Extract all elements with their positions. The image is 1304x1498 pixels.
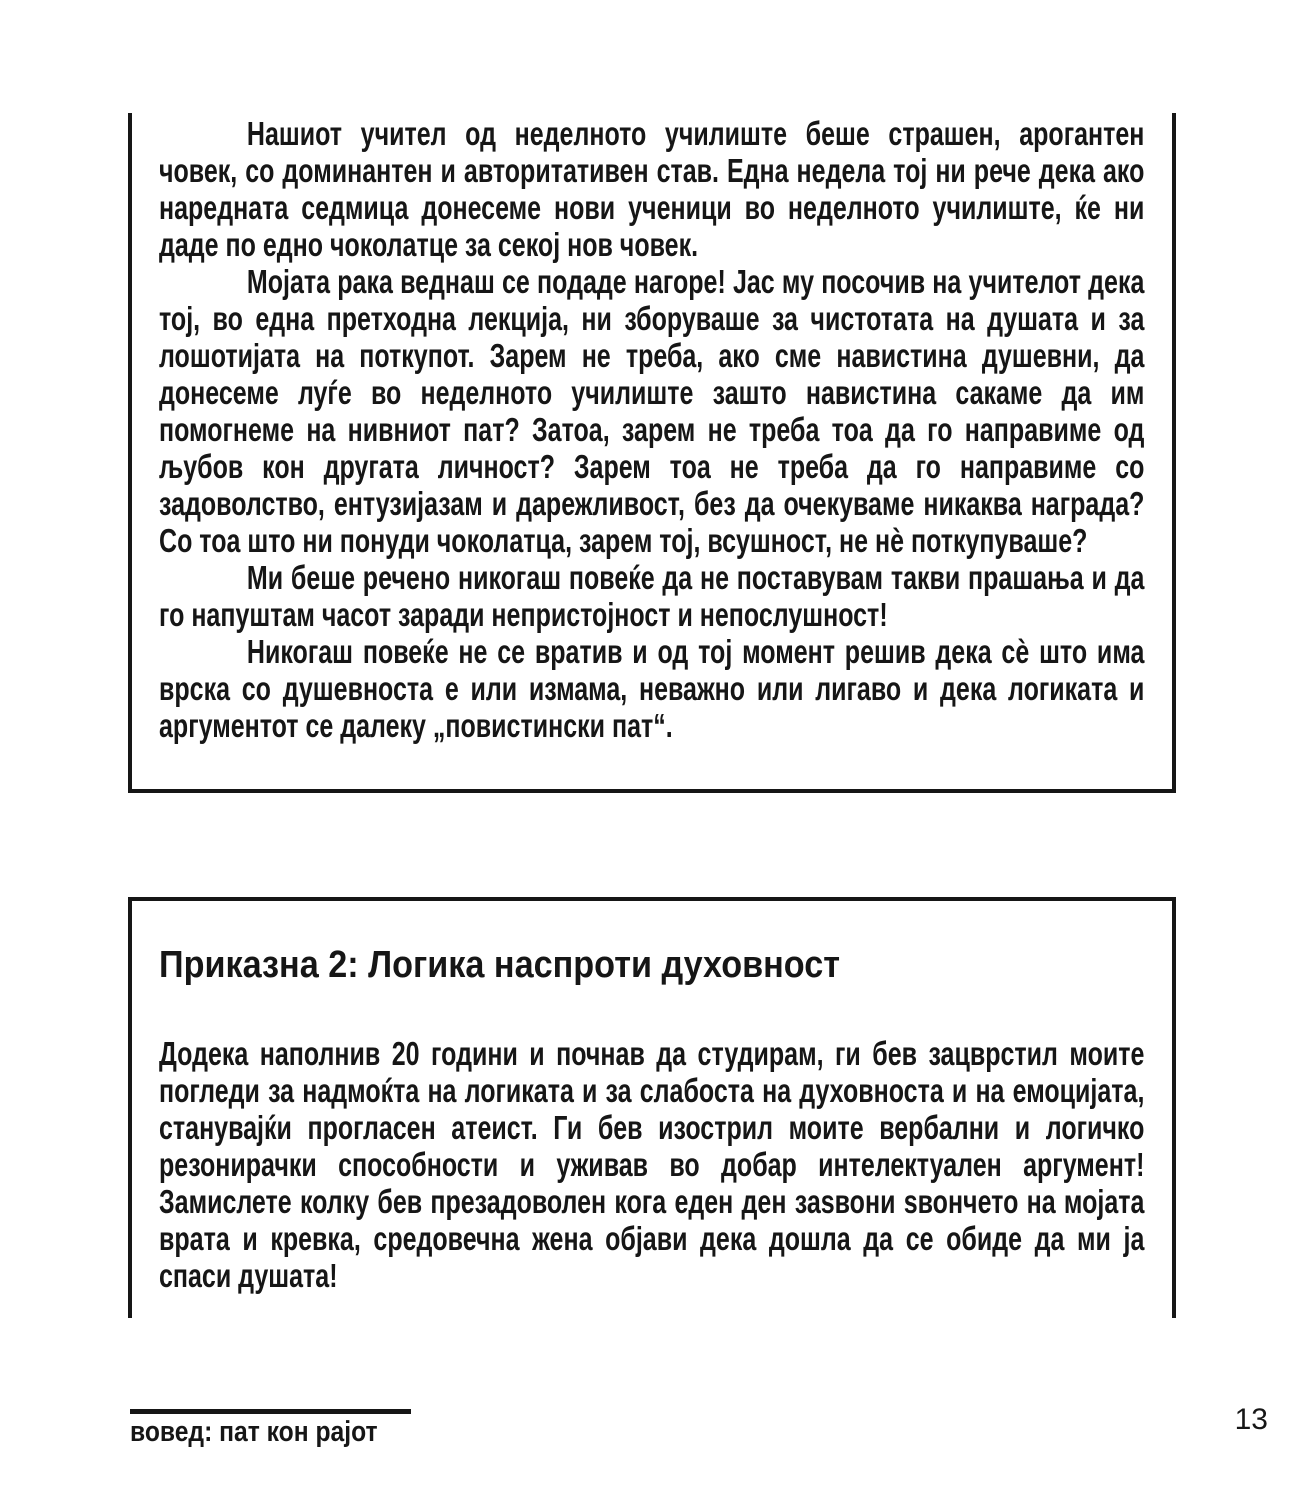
- story2-box: [128, 897, 1176, 1318]
- paragraph: Мојата рака веднаш се подаде нагоре! Јас му посочив на учителот дека тој, во една претходна лекција, ни зборуваше за чистотата на душата и за лошотијата на поткупот. Зарем не треба, ако сме навистина душевни, да донесеме луѓе во неделното училиште зашто навистина сакаме да им помогнеме на нивниот пат? Затоа, зарем не треба тоа да го направиме од љубов кон другата личност? Зарем тоа не треба да го направиме со задоволство, ентузијазам и дарежливост, без да очекуваме никаква награда? Со тоа што ни понуди чоколатца, зарем тој, всушност, не нѐ поткупуваше?: [159, 263, 1145, 559]
- paragraph: Нашиот учител од неделното училиште беше страшен, арогантен човек, со доминантен и авторитативен став. Една недела тој ни рече дека ако наредната седмица донесеме нови ученици во неделното училиште, ќе ни даде по едно чоколатце за секој нов човек.: [159, 115, 1145, 263]
- paragraph: Додека наполнив 20 години и почнав да студирам, ги бев зацврстил моите погледи за надмоќта на логиката и за слабоста на духовноста и на емоцијата, станувајќи прогласен атеист. Ги бев изострил моите вербални и логичко резонирачки способности и уживав во добар интелектуален аргумент! Замислете колку бев презадоволен кога еден ден заѕвони ѕвончето на мојата врата и кревка, средовечна жена објави дека дошла да се обиде да ми ја спаси душата!: [159, 1035, 1145, 1294]
- story2-text: [159, 1035, 1144, 1294]
- page-number: 13: [1234, 1403, 1268, 1436]
- story2-heading: Приказна 2: Логика наспроти духовност: [159, 944, 841, 986]
- story1-text: [159, 115, 1144, 744]
- paragraph: Никогаш повеќе не се вратив и од тој момент решив дека сѐ што има врска со душевноста е или измама, неважно или лигаво и дека логиката и аргументот се далеку „повистински пат“.: [159, 633, 1145, 744]
- story2-heading-wrap: [159, 943, 1167, 987]
- story1-continued-box: [128, 113, 1176, 793]
- footer-section-label: вовед: пат кон рајот: [130, 1416, 378, 1448]
- footer-rule: [130, 1409, 411, 1414]
- paragraph: Ми беше речено никогаш повеќе да не поставувам такви прашања и да го напуштам часот заради непристојност и непослушност!: [159, 559, 1145, 633]
